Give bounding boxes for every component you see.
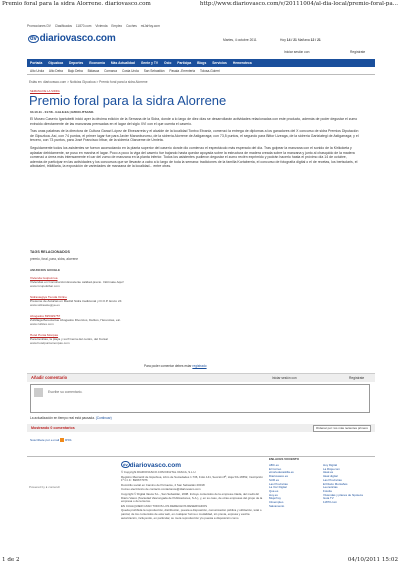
- login-note-text: Para poder comentar debes estar: [144, 364, 192, 368]
- comments-count: Mostrando 0 comentarios: [31, 426, 75, 430]
- ad-text: Para familias, la playa y surf Cerca del centro, del Kursal: [30, 337, 108, 342]
- web-page: [27, 24, 375, 524]
- subscribe-email-link[interactable]: Suscribete por e-mail: [30, 438, 60, 442]
- rss-icon[interactable]: [60, 438, 64, 442]
- ad-title[interactable]: Hotel Punta Monpas: [30, 333, 59, 337]
- footer: [27, 456, 375, 524]
- footer-line: © Copyright DIARIOVASCO.COM DIGITAL VASCA, S.L.U.: [121, 470, 197, 474]
- breadcrumb[interactable]: Estás en: diariovasco.com > Noticias Gipuzkoa > Premio foral para la sidra Alorrene: [29, 80, 148, 84]
- nav-item[interactable]: Gipuzkoa: [48, 61, 64, 65]
- footer-links-col-1: [269, 464, 294, 508]
- weather-today: 14 / 21: [286, 38, 297, 42]
- comments-count-bar: [27, 424, 375, 432]
- footer-link[interactable]: Ideal.es: [323, 470, 334, 475]
- footer-link[interactable]: Fotolia: [323, 488, 332, 493]
- subnav-item[interactable]: Tolosa-Goierri: [200, 69, 220, 73]
- register-link[interactable]: Regístrate: [350, 50, 366, 54]
- ads-heading: ANUNCIOS GOOGLE: [30, 268, 61, 272]
- footer-link[interactable]: Qué.es: [269, 488, 279, 493]
- top-link[interactable]: Empleo: [111, 24, 123, 28]
- weather-tomorrow: 12 / 21: [310, 38, 321, 42]
- subnav-item[interactable]: Pasaia -Errenteria: [169, 69, 196, 73]
- tags-list[interactable]: premio, foral, para, sidra, alorrene: [30, 257, 79, 261]
- sort-select[interactable]: Ordenar por: los más recientes primero: [313, 425, 371, 432]
- nav-item[interactable]: Gente y TV: [140, 61, 159, 65]
- ad-item[interactable]: [30, 314, 180, 326]
- footer-link[interactable]: Infoempleo: [269, 500, 284, 505]
- ad-item[interactable]: [30, 295, 180, 307]
- footer-link[interactable]: Las Provincias: [323, 477, 342, 482]
- footer-link[interactable]: elnortedecastilla.es: [269, 470, 294, 475]
- subnav-item[interactable]: Alto Urola: [30, 69, 44, 73]
- weather-today-label: Hoy: [280, 38, 286, 42]
- footer-link[interactable]: Viviendas y planes de hipoteca: [323, 492, 363, 497]
- nav-item[interactable]: Economía: [89, 61, 105, 65]
- add-comment-title: Añadir comentario: [31, 375, 68, 380]
- article-paragraph: El Museo Caserío Igartubeiti inició ayer la décima edición de la Semana de la Sidra, donde a lo largo de diez días se desarrollarán actividades relacionadas con este producto, además de poder degustar el zumo extraído directamente de las manzanas prensadas en el lagar del siglo XVI con el que cuenta el caserío.: [30, 117, 358, 126]
- footer-line: Copyright © Digital Vasca S.L., San Sebastián, 2008. Incluye contenidos de la empresa citada, del medio El Diario Vasco (Sociedad Vascongada de Publicaciones, S.A.), y, en su caso, de otras empresas del grupo de la empresa o de terceros.: [121, 491, 263, 504]
- footer-logo-badge: dv: [123, 462, 128, 467]
- registered-link[interactable]: registrado: [192, 364, 207, 368]
- top-link[interactable]: 11870.com: [75, 24, 92, 28]
- footer-line: Domicilio social en Camino de Portuetxe, 2 San Sebastián 20018: [121, 482, 205, 487]
- realtime-status: [30, 416, 112, 420]
- continue-link[interactable]: (Continuar): [95, 416, 112, 420]
- print-header: [0, 0, 400, 12]
- subscribe-row: [30, 438, 71, 442]
- footer-link[interactable]: La Rioja.com: [323, 466, 340, 471]
- subnav-item[interactable]: Comarca: [104, 69, 118, 73]
- nav-item[interactable]: Participa: [177, 61, 192, 65]
- footer-line: EN CUALQUIER CASO TODOS LOS DERECHOS RESERVADOS: [121, 503, 208, 508]
- ad-url[interactable]: www.hotelpuntamonpas.com: [30, 341, 70, 346]
- nav-item[interactable]: Servicios: [212, 61, 227, 65]
- print-timestamp: 04/10/2011 15:02: [347, 557, 398, 563]
- subnav-item[interactable]: Costa Urola: [121, 69, 139, 73]
- nav-item[interactable]: Deportes: [68, 61, 84, 65]
- footer-link[interactable]: La Voz Digital: [269, 485, 287, 490]
- nav-item[interactable]: Blogs: [197, 61, 207, 65]
- print-page-title: Premio foral para la sidra Alorrene. diariovasco.com: [2, 1, 151, 7]
- print-url: http://www.diariovasco.com/v/20111004/al-dia-local/premio-foral-pa...: [199, 1, 398, 7]
- nav-item[interactable]: Portada: [30, 61, 43, 65]
- powered-by: Powered by ● contendr: [29, 485, 60, 489]
- ad-item[interactable]: [30, 333, 180, 345]
- footer-line: Registro Mercantil de Gipuzkoa, Libro de Sociedades 1.736, Folio 141, Sección 8ª, Hoja SS-16552, Inscripción 1ª C.I.F.: B20677076: [121, 474, 263, 483]
- footer-link[interactable]: ABC.es: [269, 463, 279, 467]
- article-body: [30, 117, 360, 172]
- footer-link[interactable]: 11870.com: [323, 500, 338, 505]
- nav-item[interactable]: Más Actualidad: [110, 61, 135, 65]
- ad-item[interactable]: [30, 276, 180, 288]
- ad-text: Viviendas en Construcción.Excelente calidad-precio. Infórmate Aquí!: [30, 280, 124, 285]
- footer-link[interactable]: SUR.es: [269, 477, 279, 482]
- weather-tomorrow-label: Mañana: [297, 38, 310, 42]
- comment-placeholder: Escribe su comentario.: [48, 390, 83, 394]
- footer-legal: [121, 471, 263, 521]
- footer-link[interactable]: Guía TV: [323, 496, 334, 501]
- footer-line: Queda prohibida la reproducción, distribución, puesta a disposición, comunicación pública y utilización, total o parcial, de los contenidos de esta web, en cualquier forma o modalidad, sin previa, expresa y escrita autorización, incluyendo, en particular, su mera reproducción y/o puesta a disposición como: [121, 508, 262, 520]
- nav-item[interactable]: Hemeroteca: [232, 61, 252, 65]
- ad-text: Presume de Asturias en Madrid Sidra tradicional y D.O.P. Envío 24: [30, 299, 122, 304]
- tags-heading: TAGS RELACIONADOS: [30, 250, 70, 254]
- subnav-item[interactable]: San Sebastián: [143, 69, 165, 73]
- section-label[interactable]: SEMANA DE LA SIDRA: [30, 89, 60, 93]
- weather-widget[interactable]: [280, 38, 321, 42]
- top-link[interactable]: Coches: [126, 24, 137, 28]
- footer-link[interactable]: El Diario Montañés: [323, 481, 348, 486]
- ad-title[interactable]: Sidrastegiya Tienda Online: [30, 295, 67, 299]
- ad-url[interactable]: www.zubiles.com: [30, 322, 54, 327]
- comment-input[interactable]: [30, 384, 370, 413]
- print-page-number: 1 de 2: [2, 557, 20, 563]
- realtime-status-text: La actualización en tiempo real está pausada.: [30, 416, 95, 420]
- footer-links-heading: ENLACES VOCENTO: [269, 457, 299, 461]
- main-nav: [27, 59, 375, 67]
- article-paragraph: Tras unas palabras de la directora de Cultura Garazi López de Etxezarreta y el alcalde de la localidad Tontxo Etxaniz, comenzó la entrega de diplomas a los ganadores del X concurso de sidra Premios Diputación de Gipuzkoa. Así, con 74 puntos, el primer lugar fue para Javier Maranburumu, de la sidrería Alorrene de Astigarraga; con 73,5 puntos, el segundo para Bittor Lizeaga, de la sidrería Gartziategi de Astigarraga; y el tercero, con 73 puntos, para José Francisco Iribar, de la sidrería Oiarueme de Urnieta.: [30, 129, 359, 143]
- logo-text: diariovasco.com: [39, 33, 116, 44]
- top-link[interactable]: Clasificados: [54, 24, 72, 28]
- current-date: Martes, 4 octubre 2011: [223, 38, 257, 42]
- login-link[interactable]: Iniciar sesión con: [284, 50, 310, 54]
- footer-link[interactable]: Hoy Digital: [323, 463, 337, 467]
- ad-text: Zubillaga Bereciartue Abogados Divorcios, Delitos, Herencias, etc.: [30, 318, 121, 323]
- avatar: [34, 388, 43, 397]
- site-logo[interactable]: [28, 33, 116, 44]
- ad-url[interactable]: www.GrupoEibar.com: [30, 284, 60, 289]
- article-title: Premio foral para la sidra Alorrene: [29, 93, 227, 108]
- rss-link[interactable]: RSS: [65, 438, 72, 442]
- footer-link[interactable]: Las Provincias: [269, 481, 288, 486]
- subnav-item[interactable]: Bajo Deba: [67, 69, 83, 73]
- article-dateline: 04.10.11 - 01:58 - GALILEA | EZKIO-ITSASO.: [30, 110, 95, 114]
- footer-line: Correo electrónico de contacto contactanos@diariovasco.com: [121, 487, 201, 492]
- top-link[interactable]: Vivienda: [95, 24, 108, 28]
- ad-title[interactable]: Abogados 695329757: [30, 314, 61, 318]
- sub-nav: [27, 68, 375, 75]
- ad-url[interactable]: www.sidraastegiya.es: [30, 303, 60, 308]
- top-link[interactable]: Promociones DV: [27, 24, 51, 28]
- footer-logo[interactable]: [121, 461, 181, 469]
- footer-link[interactable]: Salvamento: [269, 503, 285, 508]
- top-links: [27, 24, 163, 28]
- print-footer: [0, 555, 400, 566]
- top-link[interactable]: miJaHoy.com: [140, 24, 160, 28]
- footer-links-col-2: [323, 464, 363, 505]
- footer-logo-text: diariovasco.com: [129, 462, 181, 469]
- footer-link[interactable]: El Correo: [269, 466, 282, 471]
- comment-register-link[interactable]: Regístrate: [349, 376, 365, 380]
- ad-title[interactable]: Vivienda Guipuzcoa: [30, 276, 58, 280]
- footer-link[interactable]: Leonoticias: [323, 485, 338, 490]
- logo-badge: dv: [30, 36, 37, 42]
- article-paragraph: Seguidamente todos los asistentes se fueron acomodando en la planta superior del caserío donde dio comienzo el espectáculo más esperado del día. Tras golpear la manzana con el sonido de la Kirikoketa y aplastar debidamente, se puso en marcha el lagar. Poco a poco la viga del caserío fue bajando hasta quedar apoyada sobre la estructura de madera creada sobre la manzana y junto al chasquido de la madera comenzó a úrrea más intensamente el car del zumo de manzana en la planta inferior. Todos los asistentes pudieron degustar el zumo recién exprimido y podrán hacerlo hasta el próximo día 14 de octubre, además de participar en las actividades y los concursos que se llevarán a cabo a lo largo de toda la semana: tradiciones de la familia Kortaberria, el concurso de fotografía digital o el de recetas, los bertsolaris, el albokaleri, trikitilaria, la exposición de variedades de manzana de la localidad... entre otras.: [30, 145, 358, 169]
- add-comment-bar: [27, 373, 375, 382]
- subnav-item[interactable]: Bidasoa: [87, 69, 100, 73]
- subnav-item[interactable]: Alto Deba: [48, 69, 63, 73]
- footer-link[interactable]: Mujerhoy: [269, 496, 281, 501]
- comment-login-note: [144, 364, 207, 368]
- comment-login-link[interactable]: Iniciar sesión con: [272, 376, 297, 380]
- footer-link[interactable]: Ideal digital: [323, 474, 338, 479]
- nav-item[interactable]: Ocio: [164, 61, 172, 65]
- footer-link[interactable]: Hoy.es: [269, 492, 278, 497]
- footer-link[interactable]: Diariovasco.es: [269, 474, 288, 479]
